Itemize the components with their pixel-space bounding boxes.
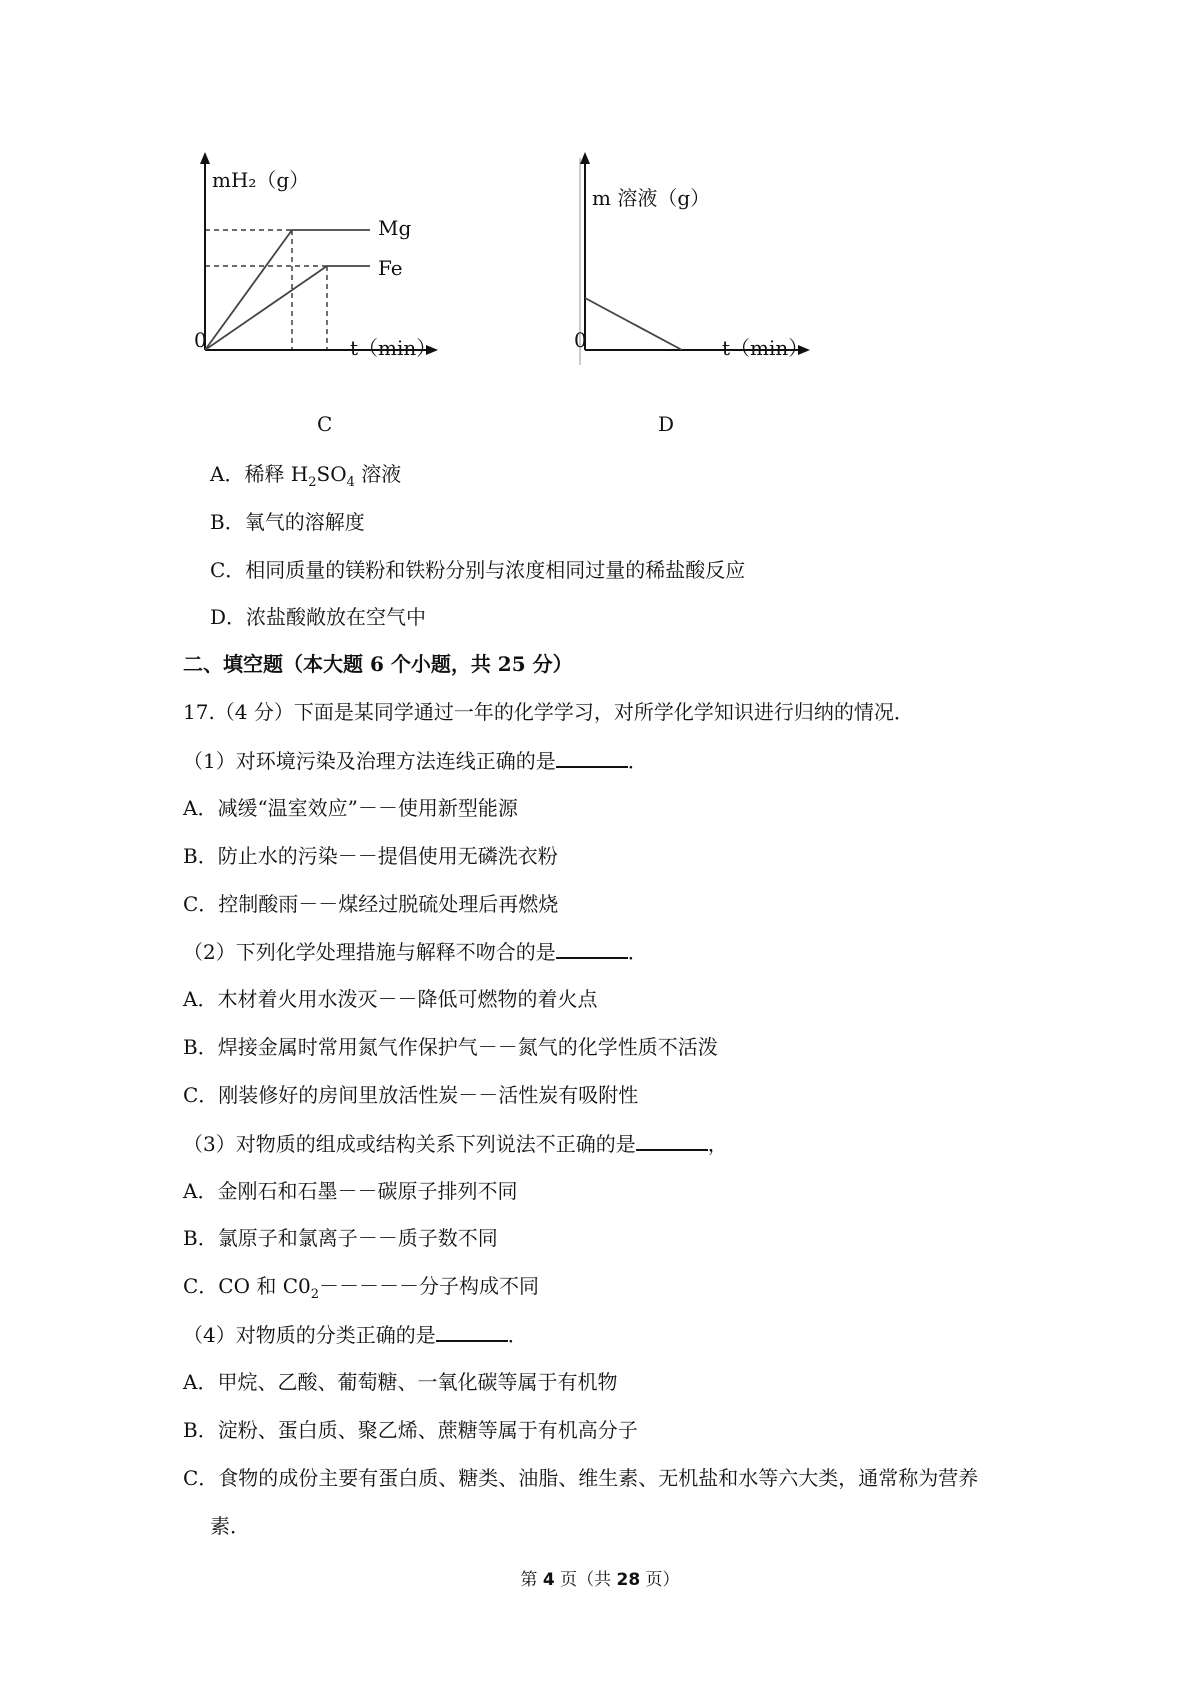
footer-post: 页） (640, 1570, 680, 1590)
graph-c-fe-line (205, 266, 370, 350)
graph-c-ylabel: mH₂（g） (212, 168, 310, 192)
q17-p3-blank[interactable] (636, 1127, 708, 1151)
q17-p2-text: （2）下列化学处理措施与解释不吻合的是 (183, 940, 556, 964)
graph-c (190, 150, 450, 370)
q17-p4-option-b: B．淀粉、蛋白质、聚乙烯、蔗糖等属于有机高分子 (183, 1418, 638, 1442)
q17-p3-option-a: A．金刚石和石墨－－碳原子排列不同 (183, 1179, 518, 1203)
graph-d (570, 150, 830, 370)
q17-p4-question (183, 1318, 528, 1348)
q17-p3-text: （3）对物质的组成或结构关系下列说法不正确的是 (183, 1132, 636, 1156)
q17-p3-c-suffix: －－－－－分子构成不同 (319, 1274, 540, 1298)
footer-page-number: 4 (542, 1570, 555, 1590)
q17-p2-option-c: C．刚装修好的房间里放活性炭－－活性炭有吸附性 (183, 1083, 639, 1107)
graph-c-caption: C (317, 412, 333, 436)
q17-p2-end: ． (627, 940, 648, 964)
q17-p4-option-c: C．食物的成份主要有蛋白质、糖类、油脂、维生素、无机盐和水等六大类，通常称为营养 (183, 1466, 979, 1490)
option-a-mid: SO (316, 462, 347, 486)
q17-p1-option-b: B．防止水的污染－－提倡使用无磷洗衣粉 (183, 844, 558, 868)
q17-stem: 17.（4 分）下面是某同学通过一年的化学学习，对所学化学知识进行归纳的情况． (183, 700, 914, 724)
graph-d-line (585, 298, 682, 350)
q17-p1-end: ． (627, 749, 648, 773)
q17-p3-c-prefix: C．CO 和 C0 (183, 1274, 311, 1298)
q17-p4-blank[interactable] (436, 1318, 508, 1342)
q17-p2-blank[interactable] (556, 935, 628, 959)
q17-p1-question (183, 744, 648, 774)
q17-p1-blank[interactable] (556, 744, 628, 768)
graph-d-y-arrow (580, 152, 590, 164)
option-a-sub2: 4 (346, 475, 355, 490)
q17-p4-option-c-cont: 素． (210, 1514, 250, 1538)
graph-d-xlabel: t（min） (722, 336, 809, 360)
q17-p4-option-a: A．甲烷、乙酸、葡萄糖、一氧化碳等属于有机物 (183, 1370, 618, 1394)
option-a-sub1: 2 (308, 475, 317, 490)
q17-p4-end: ． (507, 1323, 528, 1347)
graph-c-series-mg-label: Mg (378, 216, 412, 240)
q17-p3-end: ， (707, 1132, 728, 1156)
graph-d-origin: 0 (574, 328, 587, 352)
q17-p2-option-b: B．焊接金属时常用氮气作保护气－－氮气的化学性质不活泼 (183, 1035, 718, 1059)
q17-p2-question (183, 935, 648, 965)
option-b: B．氧气的溶解度 (210, 510, 365, 534)
option-c: C．相同质量的镁粉和铁粉分别与浓度相同过量的稀盐酸反应 (210, 558, 746, 582)
q17-p1-option-c: C．控制酸雨－－煤经过脱硫处理后再燃烧 (183, 892, 559, 916)
graph-c-xlabel: t（min） (350, 336, 437, 360)
graph-c-series-fe-label: Fe (378, 256, 403, 280)
q17-p1-option-a: A．减缓“温室效应”－－使用新型能源 (183, 796, 518, 820)
footer-pre: 第 (520, 1570, 543, 1590)
graph-c-y-arrow (200, 152, 210, 164)
q17-p3-c-sub: 2 (310, 1287, 320, 1302)
graph-d-ylabel: m 溶液（g） (592, 186, 711, 210)
graph-c-origin: 0 (194, 328, 207, 352)
option-a (210, 458, 401, 490)
q17-p3-option-b: B．氯原子和氯离子－－质子数不同 (183, 1226, 498, 1250)
q17-p3-option-c (183, 1270, 539, 1302)
page-footer (0, 1565, 1200, 1590)
option-a-suffix: 溶液 (354, 462, 402, 486)
section-title: 二、填空题（本大题 6 个小题，共 25 分） (183, 652, 573, 676)
option-a-prefix: A．稀释 H (210, 462, 309, 486)
graph-d-caption: D (658, 412, 675, 436)
option-d: D．浓盐酸敞放在空气中 (210, 605, 427, 629)
q17-p1-text: （1）对环境污染及治理方法连线正确的是 (183, 749, 556, 773)
q17-p4-text: （4）对物质的分类正确的是 (183, 1323, 436, 1347)
footer-mid: 页（共 (554, 1570, 617, 1590)
q17-p3-question (183, 1127, 728, 1157)
footer-total-pages: 28 (616, 1570, 641, 1590)
q17-p2-option-a: A．木材着火用水泼灭－－降低可燃物的着火点 (183, 987, 598, 1011)
